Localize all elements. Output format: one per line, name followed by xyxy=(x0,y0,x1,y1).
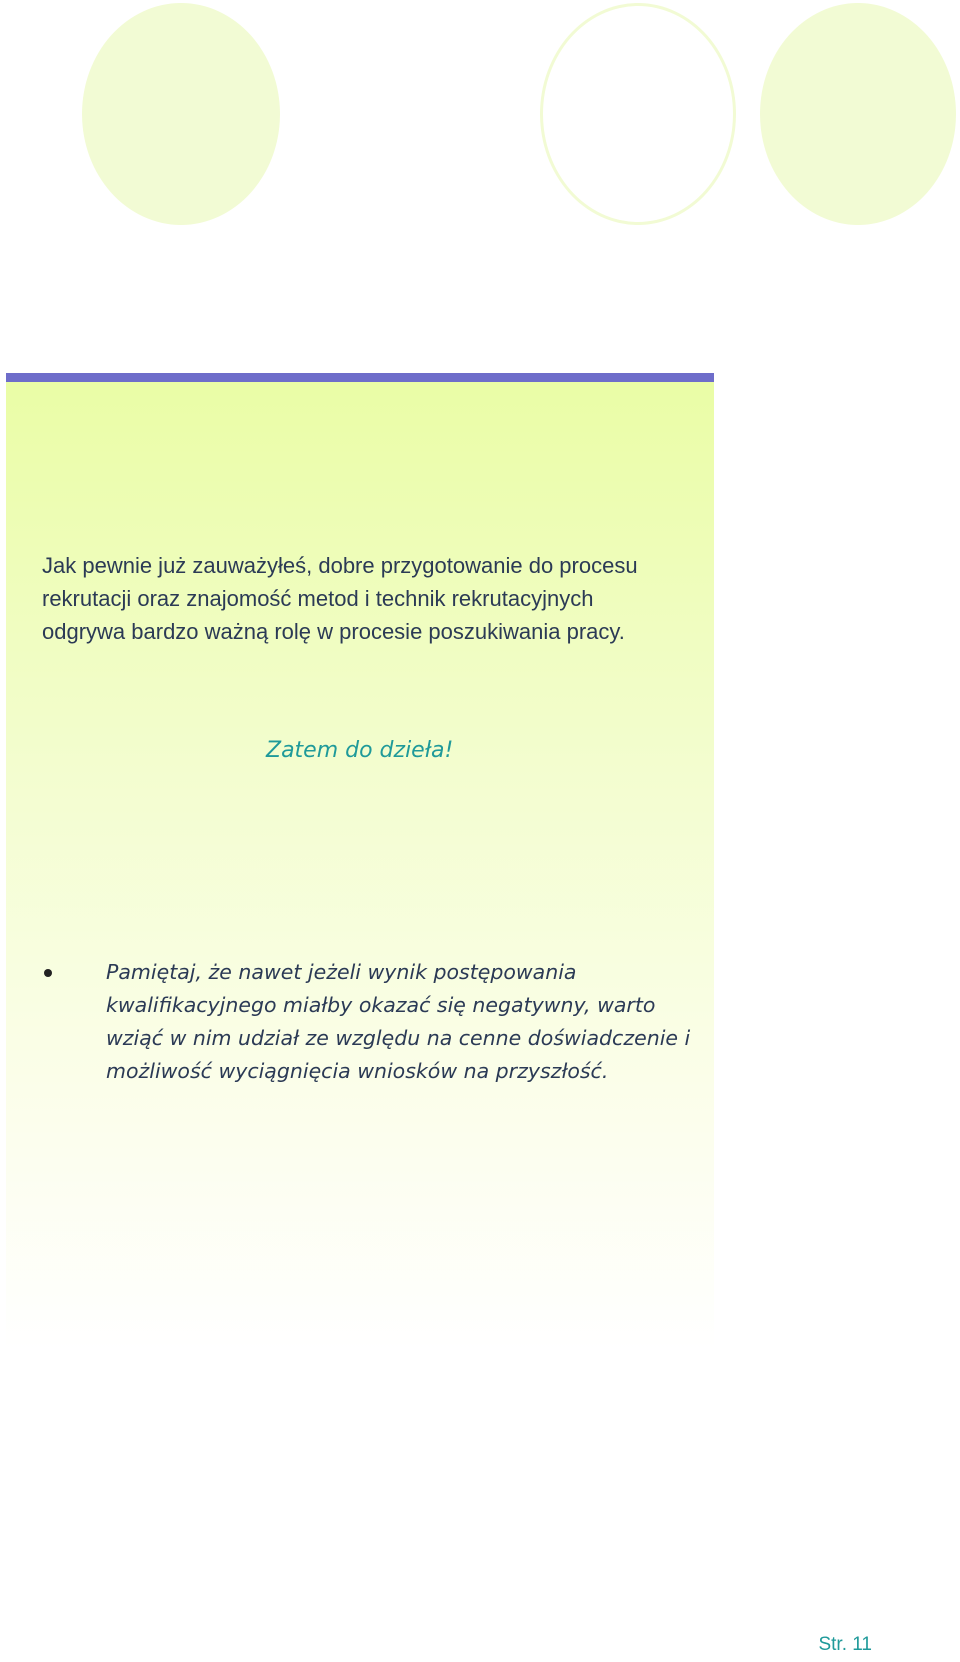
bullet-icon xyxy=(44,969,52,977)
decorative-circle-outline xyxy=(540,3,736,225)
page-number: Str. 11 xyxy=(818,1634,872,1655)
call-to-action: Zatem do dzieła! xyxy=(266,738,454,763)
intro-paragraph: Jak pewnie już zauważyłeś, dobre przygotowanie do procesu rekrutacji oraz znajomość metod i technik rekrutacyjnych odgrywa bardzo ważną rolę w procesie poszukiwania pracy. xyxy=(42,553,638,644)
content-panel xyxy=(6,373,714,1350)
bullet-paragraph: Pamiętaj, że nawet jeżeli wynik postępowania kwalifikacyjnego miałby okazać się negatywny, warto wziąć w nim udział ze względu na cenne doświadczenie i możliwość wyciągnięcia wniosków na przyszłość. xyxy=(106,960,691,1083)
decorative-circle-right xyxy=(760,3,956,225)
decorative-circle-left xyxy=(82,3,280,225)
